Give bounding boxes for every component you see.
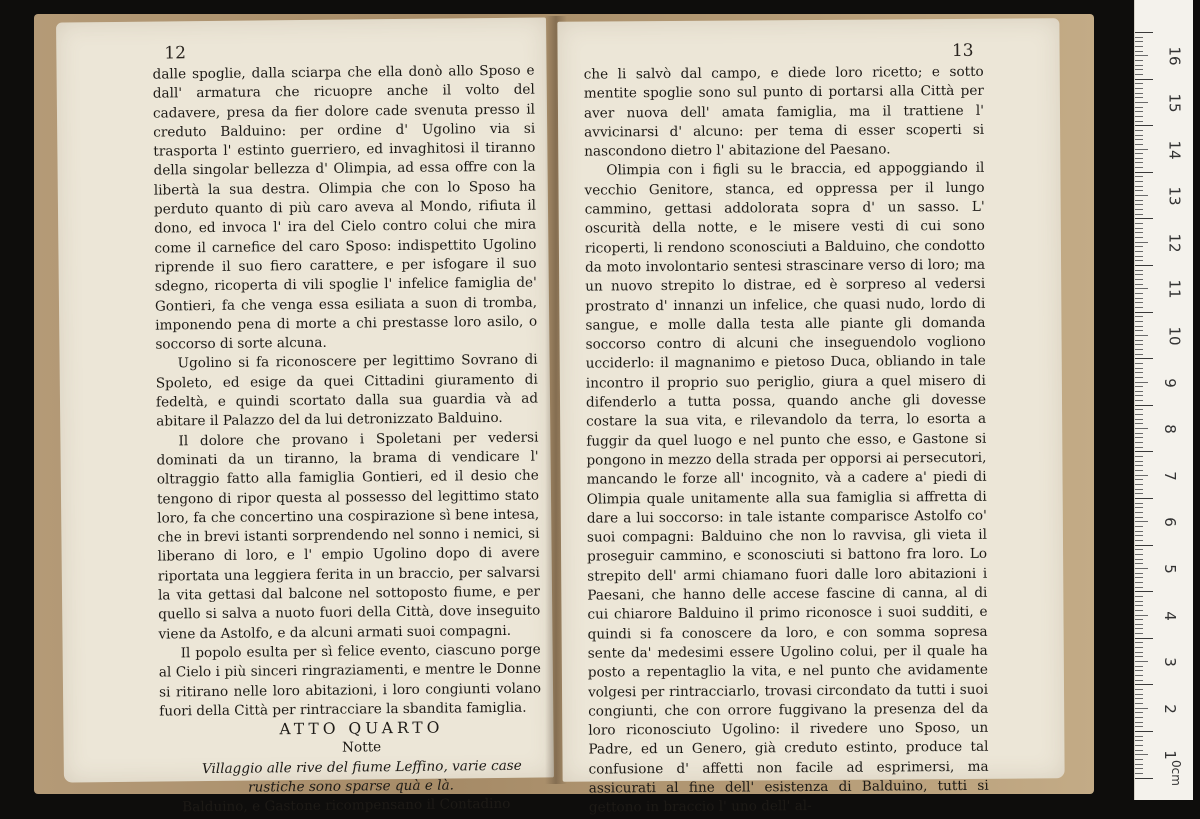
ruler-label: 6 bbox=[1160, 517, 1179, 528]
ruler-mm-tick bbox=[1135, 400, 1143, 401]
ruler-cm-tick bbox=[1135, 32, 1153, 33]
ruler-mm-tick bbox=[1135, 349, 1143, 350]
left-paragraph-3: Il dolore che provano i Spoletani per vedersi dominati da un tiranno, la brama di vendicare l' oltraggio fatto alla famiglia Gontieri, ed il desio che tengono di ripor questa al possesso del legittimo stato loro, fa che concertino una cospirazione sì bene intesa, che in brevi istanti sorprendendo nel sonno i nemici, si liberano di loro, e l' empio Ugolino dopo di avere riportata una leggiera ferita in un braccio, per salvarsi la vita gettasi dal balcone nel sottoposto fiume, e per quello si salva a nuoto fuori della Città, dove inseguito viene da Astolfo, e da alcuni armati suoi compagni. bbox=[156, 429, 541, 643]
ruler-mm-tick bbox=[1135, 139, 1143, 140]
ruler-mm-tick bbox=[1135, 69, 1143, 70]
ruler-mm-tick bbox=[1135, 316, 1143, 317]
ruler-mm-tick bbox=[1135, 97, 1143, 98]
ruler-mm-tick bbox=[1135, 293, 1143, 294]
ruler-mm-tick bbox=[1135, 37, 1143, 38]
ruler-mm-tick bbox=[1135, 270, 1143, 271]
ruler-mm-tick bbox=[1135, 232, 1143, 233]
left-paragraph-4: Il popolo esulta per sì felice evento, ciascuno porge al Cielo i più sinceri ringraziamenti, e mentre le Donne si ritirano nelle loro abitazioni, i loro congiunti volano fuori della Città per rintracciare la sbandita famiglia. bbox=[158, 641, 542, 720]
ruler-label: 1 bbox=[1160, 750, 1179, 761]
ruler-mm-tick bbox=[1135, 307, 1143, 308]
ruler-mm-tick bbox=[1135, 200, 1143, 201]
ruler-mm-tick bbox=[1135, 540, 1143, 541]
left-page bbox=[56, 17, 554, 816]
ruler-mm-tick bbox=[1135, 321, 1143, 322]
ruler-mm-tick bbox=[1135, 302, 1143, 303]
ruler-mm-tick bbox=[1135, 461, 1143, 462]
ruler-mm-tick bbox=[1135, 158, 1143, 159]
ruler-mm-tick bbox=[1135, 354, 1143, 355]
ruler-unit-label: 0cm bbox=[1168, 760, 1183, 786]
ruler-label: 10 bbox=[1165, 326, 1184, 346]
ruler-mm-tick bbox=[1135, 41, 1143, 42]
ruler-mm-tick bbox=[1135, 433, 1143, 434]
ruler-mm-tick bbox=[1135, 517, 1143, 518]
ruler-mm-tick bbox=[1135, 391, 1143, 392]
ruler-mm-tick bbox=[1135, 135, 1143, 136]
right-paragraph-1: che li salvò dal campo, e diede loro ricetto; e sotto mentite spoglie sono sul punto di portarsi alla Città per aver nuova dell' amata famiglia, ma il trattiene l' avvicinarsi d' alcuno: per tema di esser scoperti si nascondono dietro l' abitazione del Paesano. bbox=[583, 63, 985, 160]
ruler-label: 7 bbox=[1160, 470, 1179, 481]
ruler-mm-tick bbox=[1135, 726, 1143, 727]
ruler-mm-tick bbox=[1135, 288, 1148, 289]
ruler-mm-tick bbox=[1135, 144, 1143, 145]
ruler-mm-tick bbox=[1135, 209, 1143, 210]
ruler-mm-tick bbox=[1135, 670, 1143, 671]
ruler-mm-tick bbox=[1135, 419, 1143, 420]
ruler-mm-tick bbox=[1135, 368, 1143, 369]
ruler-mm-tick bbox=[1135, 666, 1143, 667]
ruler-label: 12 bbox=[1165, 233, 1184, 253]
ruler-mm-tick bbox=[1135, 298, 1143, 299]
ruler-mm-tick bbox=[1135, 382, 1148, 383]
ruler-mm-tick bbox=[1135, 344, 1143, 345]
ruler-label: 15 bbox=[1165, 93, 1184, 113]
ruler-cm-tick bbox=[1135, 125, 1153, 126]
ruler-mm-tick bbox=[1135, 703, 1143, 704]
ruler-cm-tick bbox=[1135, 79, 1153, 80]
left-final-line: Balduino, e Gastone ricompensano il Contadino bbox=[182, 796, 511, 816]
ruler-mm-tick bbox=[1135, 717, 1143, 718]
ruler-mm-tick bbox=[1135, 512, 1143, 513]
ruler-mm-tick bbox=[1135, 65, 1143, 66]
ruler-mm-tick bbox=[1135, 745, 1143, 746]
ruler-mm-tick bbox=[1135, 214, 1143, 215]
ruler-mm-tick bbox=[1135, 601, 1143, 602]
ruler-mm-tick bbox=[1135, 237, 1143, 238]
ruler-mm-tick bbox=[1135, 279, 1143, 280]
ruler-mm-tick bbox=[1135, 750, 1143, 751]
ruler-mm-tick bbox=[1135, 675, 1143, 676]
ruler-mm-tick bbox=[1135, 773, 1143, 774]
ruler-mm-tick bbox=[1135, 102, 1148, 103]
right-page bbox=[557, 18, 1064, 816]
ruler-mm-tick bbox=[1135, 712, 1143, 713]
ruler-cm-tick bbox=[1135, 545, 1153, 546]
ruler-mm-tick bbox=[1135, 284, 1143, 285]
ruler-mm-tick bbox=[1135, 736, 1143, 737]
ruler-mm-tick bbox=[1135, 563, 1143, 564]
ruler-mm-tick bbox=[1135, 153, 1143, 154]
ruler-mm-tick bbox=[1135, 260, 1143, 261]
ruler-mm-tick bbox=[1135, 442, 1143, 443]
ruler-mm-tick bbox=[1135, 624, 1143, 625]
ruler-mm-tick bbox=[1135, 74, 1143, 75]
ruler-mm-tick bbox=[1135, 83, 1143, 84]
ruler-mm-tick bbox=[1135, 386, 1143, 387]
ruler-mm-tick bbox=[1135, 708, 1148, 709]
ruler-mm-tick bbox=[1135, 335, 1148, 336]
ruler-mm-tick bbox=[1135, 694, 1143, 695]
ruler-mm-tick bbox=[1135, 642, 1143, 643]
ruler-mm-tick bbox=[1135, 526, 1143, 527]
ruler-mm-tick bbox=[1135, 447, 1143, 448]
ruler-label: 13 bbox=[1165, 186, 1184, 206]
act-title: ATTO QUARTO bbox=[279, 718, 444, 739]
ruler-mm-tick bbox=[1135, 181, 1143, 182]
ruler-mm-tick bbox=[1135, 167, 1143, 168]
ruler-mm-tick bbox=[1135, 680, 1143, 681]
ruler-mm-tick bbox=[1135, 740, 1143, 741]
ruler-cm-tick bbox=[1135, 405, 1153, 406]
ruler-mm-tick bbox=[1135, 190, 1143, 191]
ruler-mm-tick bbox=[1135, 51, 1143, 52]
ruler-label: 11 bbox=[1165, 279, 1184, 299]
ruler-mm-tick bbox=[1135, 554, 1143, 555]
ruler-mm-tick bbox=[1135, 107, 1143, 108]
ruler-mm-tick bbox=[1135, 652, 1143, 653]
ruler-label: 4 bbox=[1160, 610, 1179, 621]
ruler-mm-tick bbox=[1135, 242, 1148, 243]
ruler-mm-tick bbox=[1135, 88, 1143, 89]
ruler-mm-tick bbox=[1135, 195, 1148, 196]
right-page-text bbox=[584, 63, 989, 818]
ruler-mm-tick bbox=[1135, 484, 1143, 485]
ruler-cm-tick bbox=[1135, 684, 1153, 685]
ruler-mm-tick bbox=[1135, 521, 1148, 522]
ruler-label: 5 bbox=[1160, 564, 1179, 574]
ruler-mm-tick bbox=[1135, 223, 1143, 224]
ruler-mm-tick bbox=[1135, 503, 1143, 504]
ruler-mm-tick bbox=[1135, 610, 1143, 611]
ruler-mm-tick bbox=[1135, 130, 1143, 131]
ruler-mm-tick bbox=[1135, 759, 1143, 760]
ruler-mm-tick bbox=[1135, 330, 1143, 331]
left-paragraph-1: dalle spoglie, dalla sciarpa che ella donò allo Sposo e dall' armatura che ricuopre anche il volto del cadavere, presa da fier dolore cade svenuta presso il creduto Balduino: per ordine d' Ugolino via si trasporta l' estinto guerriero, ed invaghitosi il tiranno della singolar bellezza d' Olimpia, ad essa offre con la libertà la sua destra. Olimpia che con lo Sposo ha perduto quanto di più caro aveva al Mondo, rifiuta il dono, ed invoca l' ira del Cielo contro colui che mira come il carnefice del caro Sposo: indispettito Ugolino riprende il suo fiero carattere, e per isfogare il suo sdegno, ricoperta di vili spoglie l' infelice famiglia de' Gontieri, fa che venga essa esiliata a suon di tromba, imponendo pena di morte a chi prestasse loro asilo, o soccorso di sorte alcuna. bbox=[152, 62, 538, 353]
ruler-mm-tick bbox=[1135, 363, 1143, 364]
ruler-cm-tick bbox=[1135, 498, 1153, 499]
ruler-mm-tick bbox=[1135, 186, 1143, 187]
ruler-mm-tick bbox=[1135, 605, 1143, 606]
ruler-mm-tick bbox=[1135, 568, 1148, 569]
ruler-mm-tick bbox=[1135, 689, 1143, 690]
ruler-mm-tick bbox=[1135, 489, 1143, 490]
act-setting: Villaggio alle rive del fiume Leffino, varie case rustiche sono sparse quà e là. bbox=[201, 757, 522, 796]
ruler-cm-tick bbox=[1135, 778, 1153, 779]
ruler-mm-tick bbox=[1135, 531, 1143, 532]
ruler-mm-tick bbox=[1135, 633, 1143, 634]
ruler-mm-tick bbox=[1135, 535, 1143, 536]
ruler-mm-tick bbox=[1135, 274, 1143, 275]
ruler-mm-tick bbox=[1135, 577, 1143, 578]
ruler-mm-tick bbox=[1135, 615, 1148, 616]
ruler-mm-tick bbox=[1135, 437, 1143, 438]
ruler-label: 3 bbox=[1160, 657, 1179, 667]
ruler-mm-tick bbox=[1135, 55, 1148, 56]
ruler-mm-tick bbox=[1135, 149, 1148, 150]
ruler-cm-tick bbox=[1135, 265, 1153, 266]
ruler-mm-tick bbox=[1135, 246, 1143, 247]
ruler-cm-tick bbox=[1135, 172, 1153, 173]
ruler-mm-tick bbox=[1135, 661, 1148, 662]
ruler-mm-tick bbox=[1135, 582, 1143, 583]
ruler-mm-tick bbox=[1135, 162, 1143, 163]
ruler-mm-tick bbox=[1135, 628, 1143, 629]
ruler-mm-tick bbox=[1135, 587, 1143, 588]
ruler-mm-tick bbox=[1135, 428, 1148, 429]
ruler-mm-tick bbox=[1135, 176, 1143, 177]
ruler-mm-tick bbox=[1135, 60, 1143, 61]
ruler-mm-tick bbox=[1135, 395, 1143, 396]
ruler-mm-tick bbox=[1135, 116, 1143, 117]
ruler-mm-tick bbox=[1135, 475, 1148, 476]
ruler-mm-tick bbox=[1135, 423, 1143, 424]
ruler-label: 2 bbox=[1160, 703, 1179, 714]
ruler-cm-tick bbox=[1135, 731, 1153, 732]
ruler-mm-tick bbox=[1135, 493, 1143, 494]
ruler-mm-tick bbox=[1135, 228, 1143, 229]
ruler-mm-tick bbox=[1135, 722, 1143, 723]
left-page-text bbox=[152, 62, 542, 819]
ruler-mm-tick bbox=[1135, 256, 1143, 257]
ruler-label: 8 bbox=[1160, 424, 1179, 434]
ruler-mm-tick bbox=[1135, 619, 1143, 620]
ruler-cm-tick bbox=[1135, 591, 1153, 592]
ruler-mm-tick bbox=[1135, 479, 1143, 480]
ruler-cm-tick bbox=[1135, 358, 1153, 359]
page-number-right: 13 bbox=[951, 40, 974, 62]
ruler-mm-tick bbox=[1135, 93, 1143, 94]
ruler-mm-tick bbox=[1135, 596, 1143, 597]
left-paragraph-2: Ugolino si fa riconoscere per legittimo Sovrano di Spoleto, ed esige da quei Cittadini giuramento di fedeltà, e quindi scortato dalla sua guardia và ad abitare il Palazzo del da lui detronizzato Balduino. bbox=[155, 352, 539, 430]
ruler-label: 16 bbox=[1165, 46, 1184, 66]
page-number-left: 12 bbox=[164, 43, 187, 64]
ruler-mm-tick bbox=[1135, 698, 1143, 699]
ruler-mm-tick bbox=[1135, 470, 1143, 471]
right-paragraph-2: Olimpia con i figli su le braccia, ed appoggiando il vecchio Genitore, stanca, ed oppressa per il lungo cammino, gettasi addolorata sopra d' un sasso. L' oscurità della notte, e le misere vesti di cui sono ricoperti, li rendono sconosciuti a Balduino, che condotto da moto involontario sentesi strascinare verso di loro; ma un nuovo strepito lo distrae, ed è sorpreso al vedersi prostrato d' innanzi un infelice, che quasi nudo, lordo di sangue, e molle dalla testa alle piante gli domanda soccorso contro di alcuni che inseguendolo vogliono ucciderlo: il magnanimo e pietoso Duca, obliando in tale incontro il proprio suo periglio, giura a quel misero di difenderlo a tutta possa, quando anche gli dovesse costare la sua vita, e rilevandolo da terra, lo esorta a fuggir da quel luogo e nel punto che esso, e Gastone si pongono in mezzo della strada per opporsi ai persecutori, mancando le forze all' incognito, và a cadere a' piedi di Olimpia quale unitamente alla sua famiglia si affretta di dare a lui soccorso: in tale istante comparisce Astolfo co' suoi compagni: Balduino che non lo ravvisa, gli vieta il proseguir cammino, e sconosciuti si battono fra loro. Lo strepito dell' armi chiamano fuori dalle loro abitazioni i Paesani, che hanno delle accese fascine di canna, al di cui chiarore Balduino il primo riconosce i suoi sudditi, e quindi si fa conoscere da loro, e con somma sopresa sente da' medesimi essere Ugolino colui, per il quale ha posto a repentaglio la vita, e nel punto che avidamente volgesi per rintracciarlo, trovasi circondato da tutti i suoi congiunti, che con orrore fuggivano la presenza del da loro riconosciuto Ugolino: il rivedere uno Sposo, un Padre, ed un Genero, già creduto estinto, produce tal confusione d' affetti non facile ad esprimersi, ma assicurati al fine dell' esistenza di Balduino, tutti si gettono in braccio l' uno dell' al- bbox=[584, 160, 989, 816]
measuring-ruler bbox=[1134, 0, 1193, 800]
ruler-mm-tick bbox=[1135, 456, 1143, 457]
ruler-mm-tick bbox=[1135, 326, 1143, 327]
ruler-mm-tick bbox=[1135, 377, 1143, 378]
ruler-label: 9 bbox=[1160, 377, 1179, 388]
ruler-mm-tick bbox=[1135, 764, 1143, 765]
ruler-mm-tick bbox=[1135, 372, 1143, 373]
ruler-cm-tick bbox=[1135, 638, 1153, 639]
ruler-mm-tick bbox=[1135, 46, 1143, 47]
ruler-mm-tick bbox=[1135, 121, 1143, 122]
ruler-cm-tick bbox=[1135, 451, 1153, 452]
ruler-mm-tick bbox=[1135, 549, 1143, 550]
ruler-cm-tick bbox=[1135, 218, 1153, 219]
ruler-label: 14 bbox=[1165, 139, 1184, 160]
ruler-mm-tick bbox=[1135, 656, 1143, 657]
ruler-mm-tick bbox=[1135, 414, 1143, 415]
ruler-mm-tick bbox=[1135, 204, 1143, 205]
ruler-cm-tick bbox=[1135, 312, 1153, 313]
ruler-mm-tick bbox=[1135, 768, 1143, 769]
ruler-mm-tick bbox=[1135, 409, 1143, 410]
ruler-mm-tick bbox=[1135, 251, 1143, 252]
ruler-mm-tick bbox=[1135, 111, 1143, 112]
ruler-mm-tick bbox=[1135, 647, 1143, 648]
ruler-mm-tick bbox=[1135, 507, 1143, 508]
ruler-mm-tick bbox=[1135, 559, 1143, 560]
ruler-mm-tick bbox=[1135, 465, 1143, 466]
ruler-mm-tick bbox=[1135, 573, 1143, 574]
act-subtitle: Notte bbox=[342, 739, 382, 757]
ruler-mm-tick bbox=[1135, 754, 1148, 755]
ruler-mm-tick bbox=[1135, 340, 1143, 341]
